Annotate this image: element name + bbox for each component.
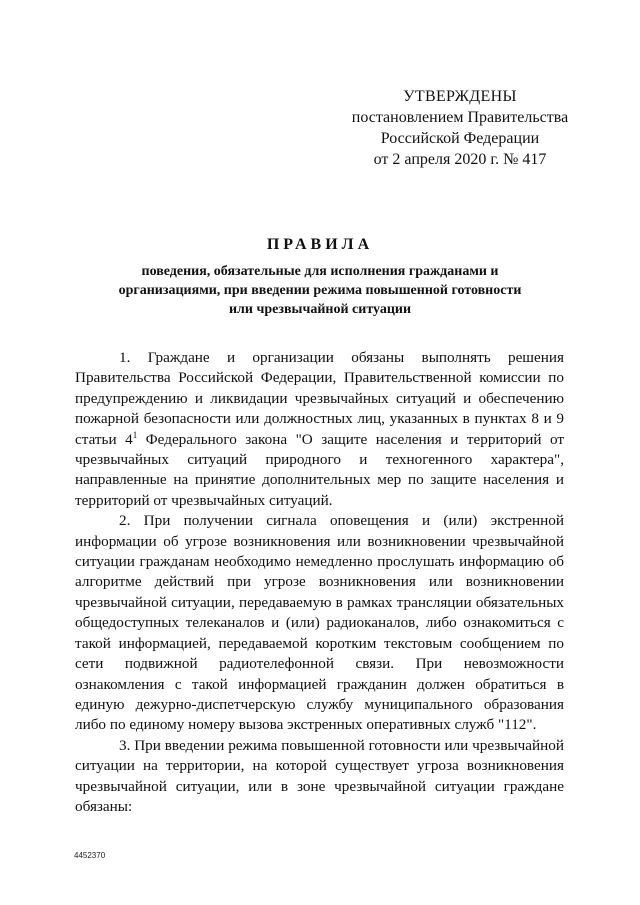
- footnote-superscript: 1: [132, 429, 138, 440]
- approval-line-2: Российской Федерации: [380, 130, 540, 147]
- approval-line-3: от 2 апреля 2020 г. № 417: [373, 151, 547, 168]
- paragraph-1-text-end: Федерального закона "О защите населения и территорий от чрезвычайных ситуаций природного и техногенного характера", направленные на принятие дополнительных мер по защите населения и территорий от чрезвычайных ситуаций.: [75, 430, 564, 509]
- document-title: ПРАВИЛА: [266, 236, 374, 253]
- paragraph-2: 2. При получении сигнала оповещения и (или) экстренной информации об угрозе возникновения или возникновении чрезвычайной ситуации гражданам необходимо немедленно прослушать информацию об алгоритме действий при угрозе возникновения или возникновении чрезвычайной ситуации, передаваемую в рамках трансляции обязательных общедоступных телеканалов и (или) радиоканалов, либо ознакомиться с такой информацией, передаваемой коротким текстовым сообщением по сети подвижной радиотелефонной связи. При невозможности ознакомления с такой информацией гражданин должен обратиться в единую дежурно-диспетчерскую службу муниципального образования либо по единому номеру вызова экстренных оперативных служб "112".: [75, 512, 564, 734]
- paragraph-3: 3. При введении режима повышенной готовности или чрезвычайной ситуации на территории, на которой существует угроза возникновения чрезвычайной ситуации, или в зоне чрезвычайной ситуации граждане обязаны:: [75, 736, 564, 815]
- subtitle-line-3: или чрезвычайной ситуации: [228, 302, 412, 317]
- document-body: [75, 348, 564, 817]
- paragraph-1-text-start: 1. Граждане и организации обязаны выполнять решения Правительства Российской Федерации, Правительственной комиссии по предупреждению и ликвидации чрезвычайных ситуаций и обеспечению пожарной безопасности или должностных лиц, указанных в пунктах 8 и 9 статьи 4: [75, 349, 564, 448]
- approval-line-1: постановлением Правительства: [351, 109, 569, 126]
- subtitle-line-2: организациями, при введении режима повышенной готовности: [118, 283, 522, 298]
- document-subtitle: [90, 262, 550, 319]
- paragraph-1: [75, 348, 564, 511]
- subtitle-line-1: поведения, обязательные для исполнения гражданами и: [141, 264, 499, 279]
- document-code: 4452370: [74, 851, 106, 860]
- approval-heading: УТВЕРЖДЕНЫ: [403, 88, 517, 105]
- approval-block: [340, 86, 580, 170]
